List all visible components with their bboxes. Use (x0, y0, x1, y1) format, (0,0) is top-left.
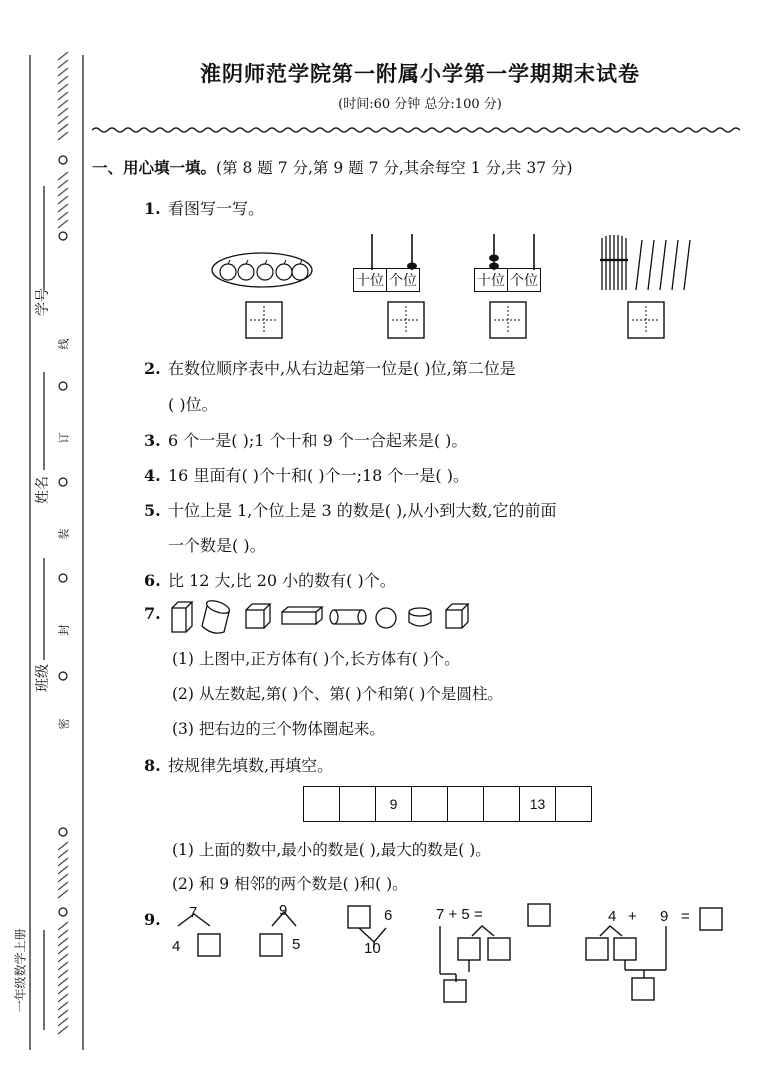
question-number: 6. (144, 571, 161, 590)
ones-label: 个位 (386, 269, 419, 291)
seal-char-3: 装 (57, 528, 71, 540)
equation-2-a: 4 (608, 908, 617, 925)
place-value-chart-1 (353, 268, 420, 292)
bond-1-left: 4 (172, 938, 181, 955)
question-8-sub-1: (1) 上面的数中,最小的数是( ),最大的数是( )。 (172, 841, 491, 859)
question-8-sub-2: (2) 和 9 相邻的两个数是( )和( )。 (172, 875, 408, 893)
tens-label: 十位 (356, 273, 384, 289)
question-7-sub-1: (1) 上图中,正方体有( )个,长方体有( )个。 (172, 650, 460, 668)
number-sequence-grid (303, 786, 592, 822)
bond-2-top: 9 (279, 902, 288, 919)
question-number: 1. (144, 199, 161, 218)
equation-2-eq: = (681, 908, 690, 925)
question-4 (144, 463, 469, 486)
seal-char-1: 线 (57, 338, 71, 350)
equation-1: 7 + 5 = (436, 906, 483, 923)
question-7-sub-3: (3) 把右边的三个物体圈起来。 (172, 720, 385, 738)
question-5-continued: 一个数是( )。 (168, 536, 266, 555)
sticks-illustration (596, 230, 716, 348)
bond-1-top: 7 (189, 904, 198, 921)
question-text: 6 个一是( );1 个十和 9 个一合起来是( )。 (168, 431, 468, 450)
solids-illustration (168, 598, 474, 636)
sequence-cell[interactable] (448, 787, 484, 821)
apple-group-illustration (210, 228, 320, 348)
binding-margin (0, 0, 92, 1074)
equation-2-op: + (628, 908, 637, 925)
section-note: (第 8 题 7 分,第 9 题 7 分,其余每空 1 分,共 37 分) (216, 159, 573, 177)
question-5 (144, 498, 556, 521)
question-number: 8. (144, 756, 161, 775)
question-8 (144, 753, 333, 776)
ones-label: 个位 (507, 269, 540, 291)
seal-char-5: 密 (57, 718, 71, 730)
question-7-sub-2: (2) 从左数起,第( )个、第( )个和第( )个是圆柱。 (172, 685, 503, 703)
bond-3-bottom: 10 (364, 940, 381, 957)
question-7 (144, 604, 168, 623)
question-2 (144, 356, 516, 379)
class-label: 班级 (35, 664, 51, 692)
sequence-cell[interactable] (484, 787, 520, 821)
question-number: 7. (144, 604, 161, 623)
sequence-cell[interactable] (412, 787, 448, 821)
binding-margin-lines (0, 0, 92, 1074)
decorative-rule (92, 126, 740, 134)
exam-subtitle: (时间:60 分钟 总分:100 分) (338, 97, 502, 112)
question-number: 9. (144, 910, 161, 929)
question-1 (144, 196, 264, 219)
question-text: 看图写一写。 (168, 199, 265, 218)
section-heading (92, 156, 573, 178)
sequence-cell[interactable] (556, 787, 591, 821)
seal-char-4: 封 (57, 624, 71, 636)
question-number: 2. (144, 359, 161, 378)
question-text: 16 里面有( )个十和( )个一;18 个一是( )。 (168, 466, 469, 485)
bond-3-right: 6 (384, 907, 393, 924)
question-text: 十位上是 1,个位上是 3 的数是( ),从小到大数,它的前面 (168, 501, 557, 520)
seal-char-2: 订 (57, 432, 71, 444)
question-number: 3. (144, 431, 161, 450)
question-text: 按规律先填数,再填空。 (168, 756, 334, 775)
student-id-label: 学号 (35, 288, 51, 316)
section-title: 一、用心填一填。 (92, 158, 217, 177)
exam-title: 淮阴师范学院第一附属小学第一学期期末试卷 (200, 61, 640, 86)
question-3 (144, 428, 467, 451)
bond-2-right: 5 (292, 936, 301, 953)
place-value-chart-2 (474, 268, 541, 292)
question-2-continued: ( )位。 (168, 395, 218, 414)
question-6 (144, 568, 396, 591)
question-text: 比 12 大,比 20 小的数有( )个。 (168, 571, 396, 590)
sequence-cell[interactable] (304, 787, 340, 821)
question-number: 4. (144, 466, 161, 485)
equation-2-b: 9 (660, 908, 669, 925)
name-label: 姓名 (35, 476, 51, 504)
sequence-cell[interactable] (340, 787, 376, 821)
book-label: 一年级数学上册 (13, 928, 28, 1013)
question-number: 5. (144, 501, 161, 520)
sequence-cell: 13 (520, 787, 556, 821)
tens-label: 十位 (477, 273, 505, 289)
question-text: 在数位顺序表中,从右边起第一位是( )位,第二位是 (168, 359, 516, 378)
sequence-cell: 9 (376, 787, 412, 821)
